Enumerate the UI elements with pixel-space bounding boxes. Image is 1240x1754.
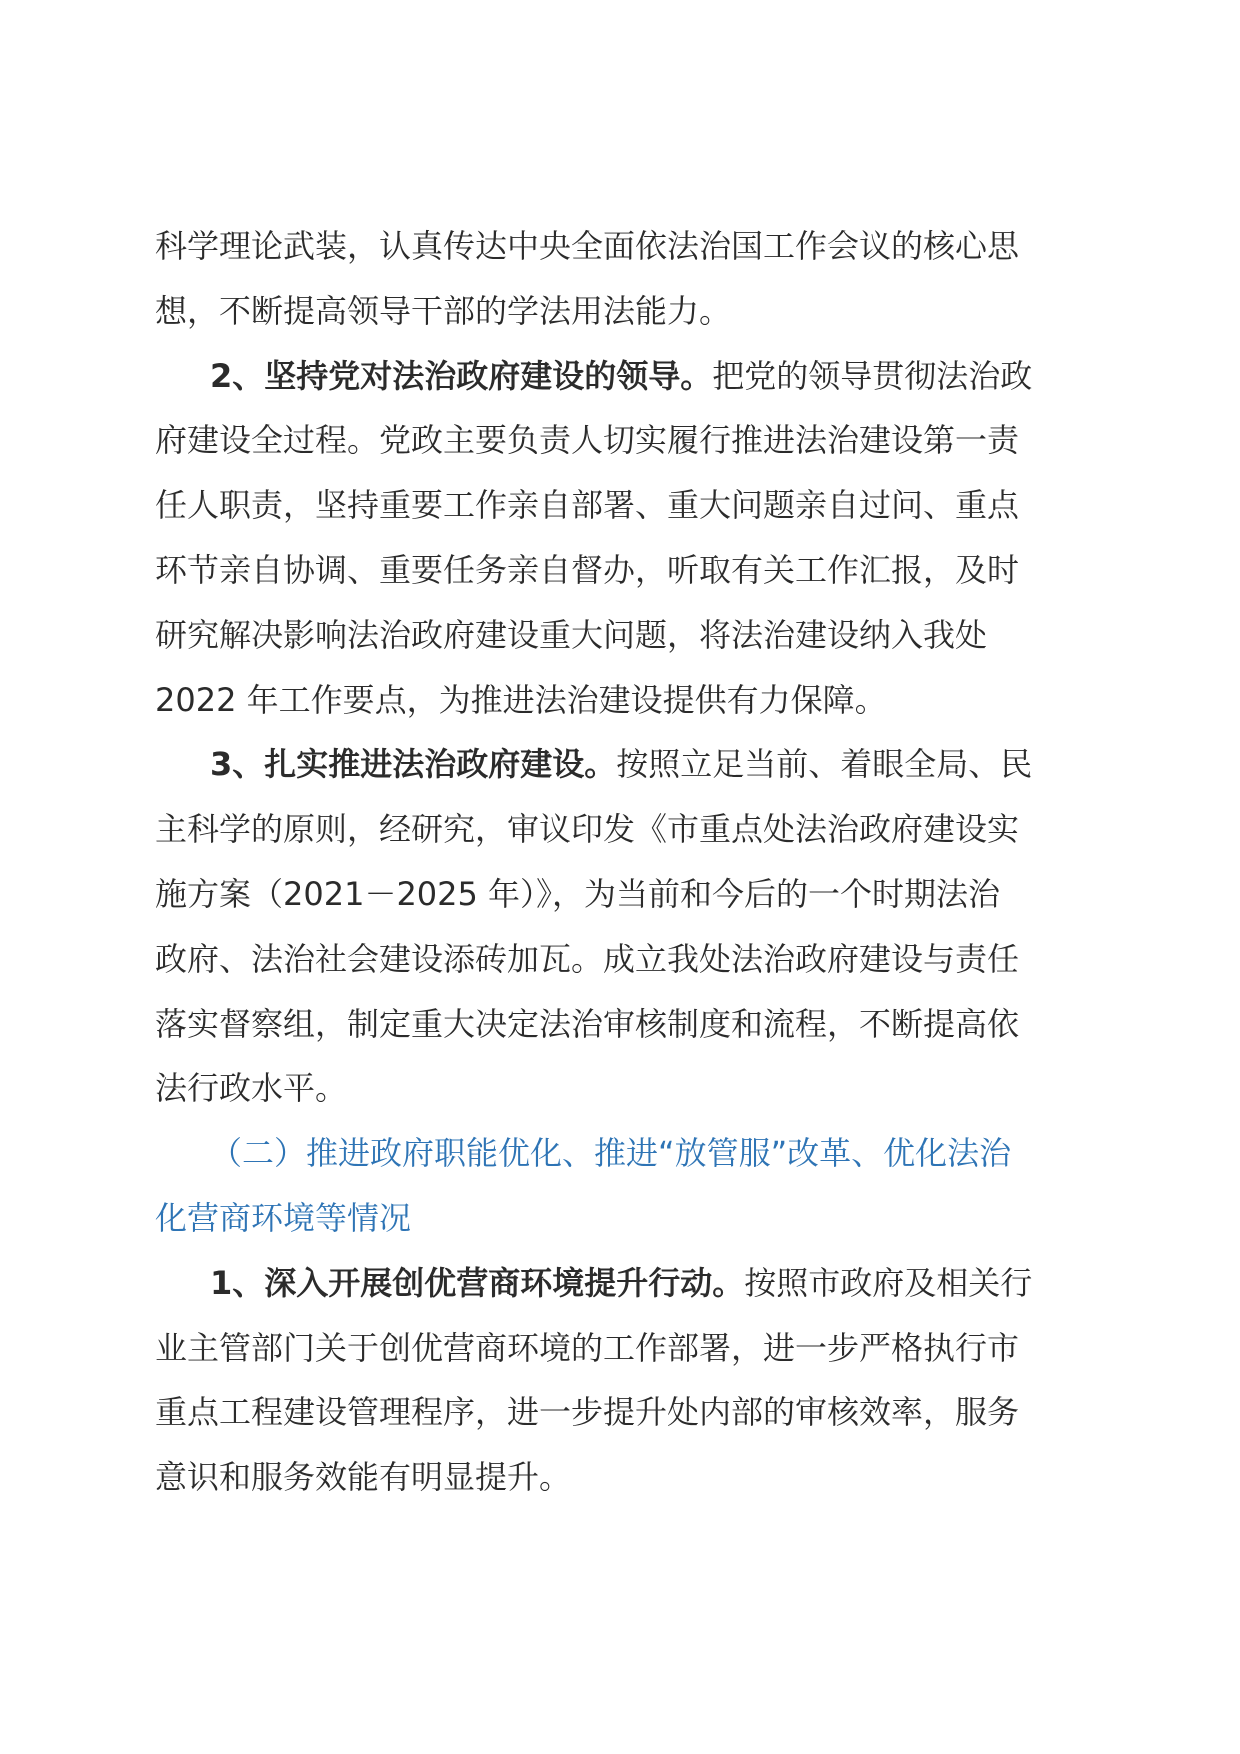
paragraph-item-1 — [155, 1251, 1095, 1510]
paragraph-continuation — [155, 214, 1095, 344]
heading-line: 化营商环境等情况 — [155, 1198, 412, 1237]
text-run: 按照立足当前、着眼全局、民 — [616, 745, 1033, 784]
text-line: 重点工程建设管理程序，进一步提升处内部的审核效率，服务 — [155, 1393, 1020, 1432]
text-line: 主科学的原则，经研究，审议印发《市重点处法治政府建设实 — [155, 810, 1020, 849]
text-line: 府建设全过程。党政主要负责人切实履行推进法治建设第一责 — [155, 421, 1020, 460]
paragraph-item-3 — [155, 732, 1095, 1121]
text-line: 科学理论武装，认真传达中央全面依法治国工作会议的核心思 — [155, 227, 1020, 265]
paragraph-item-2 — [155, 344, 1095, 733]
text-line: 法行政水平。 — [155, 1069, 348, 1108]
text-line — [155, 732, 1095, 797]
text-line — [155, 1251, 1095, 1316]
text-line — [155, 344, 1095, 409]
text-line: 任人职责，坚持重要工作亲自部署、重大问题亲自过问、重点 — [155, 486, 1020, 525]
text-line: 业主管部门关于创优营商环境的工作部署，进一步严格执行市 — [155, 1328, 1020, 1367]
heading-line: （二）推进政府职能优化、推进“放管服”改革、优化法治 — [210, 1134, 1012, 1173]
item-lead-heading: 3、扎实推进法治政府建设。 — [210, 745, 617, 784]
text-line: 政府、法治社会建设添砖加瓦。成立我处法治政府建设与责任 — [155, 939, 1020, 978]
text-line: 环节亲自协调、重要任务亲自督办，听取有关工作汇报，及时 — [155, 550, 1020, 589]
section-heading — [155, 1121, 1095, 1251]
text-line: 研究解决影响法治政府建设重大问题，将法治建设纳入我处 — [155, 615, 988, 654]
text-line: 意识和服务效能有明显提升。 — [155, 1458, 572, 1497]
text-line: 2022 年工作要点，为推进法治建设提供有力保障。 — [155, 680, 887, 719]
text-line: 想，不断提高领导干部的学法用法能力。 — [155, 291, 732, 330]
document-body — [155, 214, 1095, 1510]
text-line: 施方案（2021－2025 年）》，为当前和今后的一个时期法治 — [155, 874, 1001, 913]
text-run: 把党的领导贯彻法治政 — [712, 356, 1033, 395]
text-run: 按照市政府及相关行 — [744, 1263, 1033, 1302]
text-line: 落实督察组，制定重大决定法治审核制度和流程，不断提高依 — [155, 1004, 1020, 1043]
item-lead-heading: 1、深入开展创优营商环境提升行动。 — [210, 1263, 745, 1302]
item-lead-heading: 2、坚持党对法治政府建设的领导。 — [210, 356, 713, 395]
